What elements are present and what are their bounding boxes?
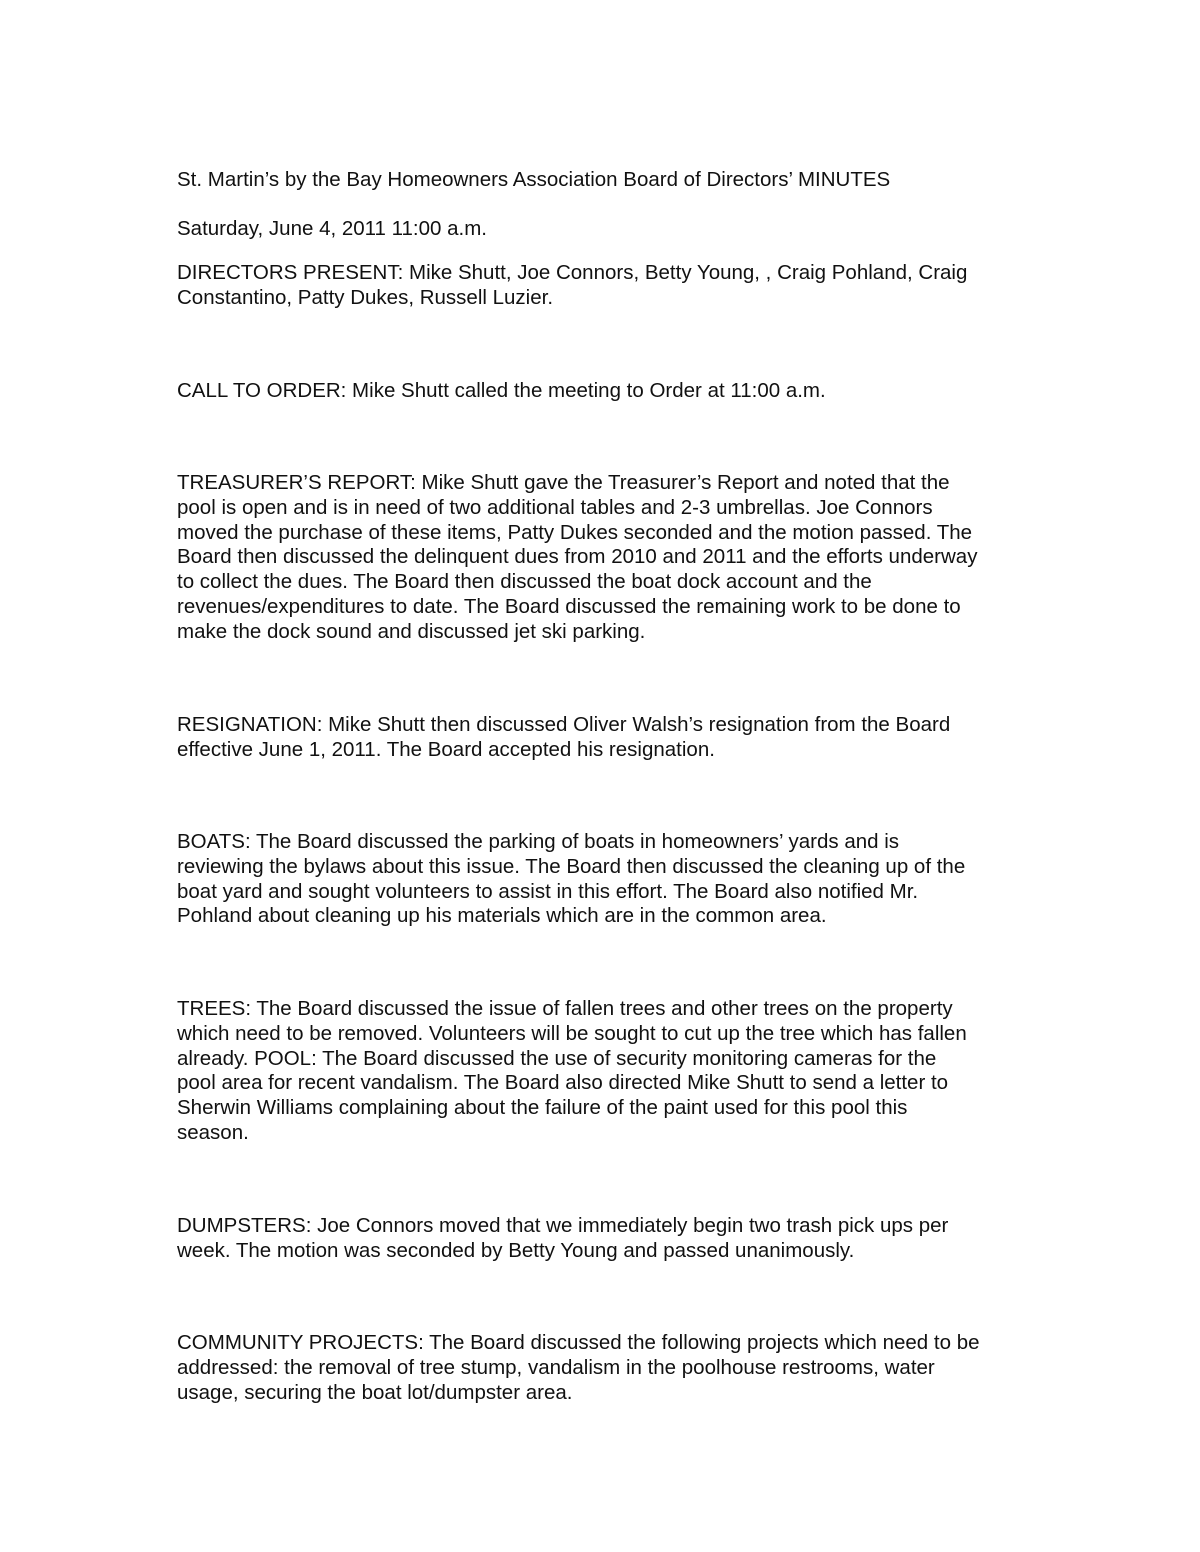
treasurers-report-paragraph: TREASURER’S REPORT: Mike Shutt gave the Treasurer’s Report and noted that the pool is open and is in need of two additional tables and 2-3 umbrellas. Joe Connors moved the purchase of these items, Patty Dukes seconded and the motion passed. The Board then discussed the delinquent dues from 2010 and 2011 and the efforts underway to collect the dues. The Board then discussed the boat dock account and the revenues/expenditures to date. The Board discussed the remaining work to be done to make the dock sound and discussed jet ski parking. <box>177 471 978 643</box>
minutes-header <box>177 143 1037 267</box>
meeting-date: Saturday, June 4, 2011 11:00 a.m. <box>177 217 487 241</box>
resignation-paragraph: RESIGNATION: Mike Shutt then discussed Oliver Walsh’s resignation from the Board effective June 1, 2011. The Board accepted his resignation. <box>177 713 951 761</box>
document-title: St. Martin’s by the Bay Homeowners Association Board of Directors’ MINUTES <box>177 167 891 191</box>
dumpsters-paragraph: DUMPSTERS: Joe Connors moved that we immediately begin two trash pick ups per week. The motion was seconded by Betty Young and passed unanimously. <box>177 1214 949 1262</box>
directors-present-paragraph: DIRECTORS PRESENT: Mike Shutt, Joe Connors, Betty Young, , Craig Pohland, Craig Constantino, Patty Dukes, Russell Luzier. <box>177 261 968 309</box>
call-to-order-paragraph: CALL TO ORDER: Mike Shutt called the meeting to Order at 11:00 a.m. <box>177 379 826 402</box>
trees-paragraph: TREES: The Board discussed the issue of fallen trees and other trees on the property which need to be removed. Volunteers will be sought to cut up the tree which has fallen already. POOL: The Board discussed the use of security monitoring cameras for the pool area for recent vandalism. The Board also directed Mike Shutt to send a letter to Sherwin Williams complaining about the failure of the paint used for this pool this season. <box>177 997 967 1144</box>
community-projects-paragraph: COMMUNITY PROJECTS: The Board discussed the following projects which need to be addressed: the removal of tree stump, vandalism in the poolhouse restrooms, water usage, securing the boat lot/dumpster area. <box>177 1331 980 1404</box>
boats-paragraph: BOATS: The Board discussed the parking of boats in homeowners’ yards and is reviewing the bylaws about this issue. The Board then discussed the cleaning up of the boat yard and sought volunteers to assist in this effort. The Board also notified Mr. Pohland about cleaning up his materials which are in the common area. <box>177 830 966 928</box>
